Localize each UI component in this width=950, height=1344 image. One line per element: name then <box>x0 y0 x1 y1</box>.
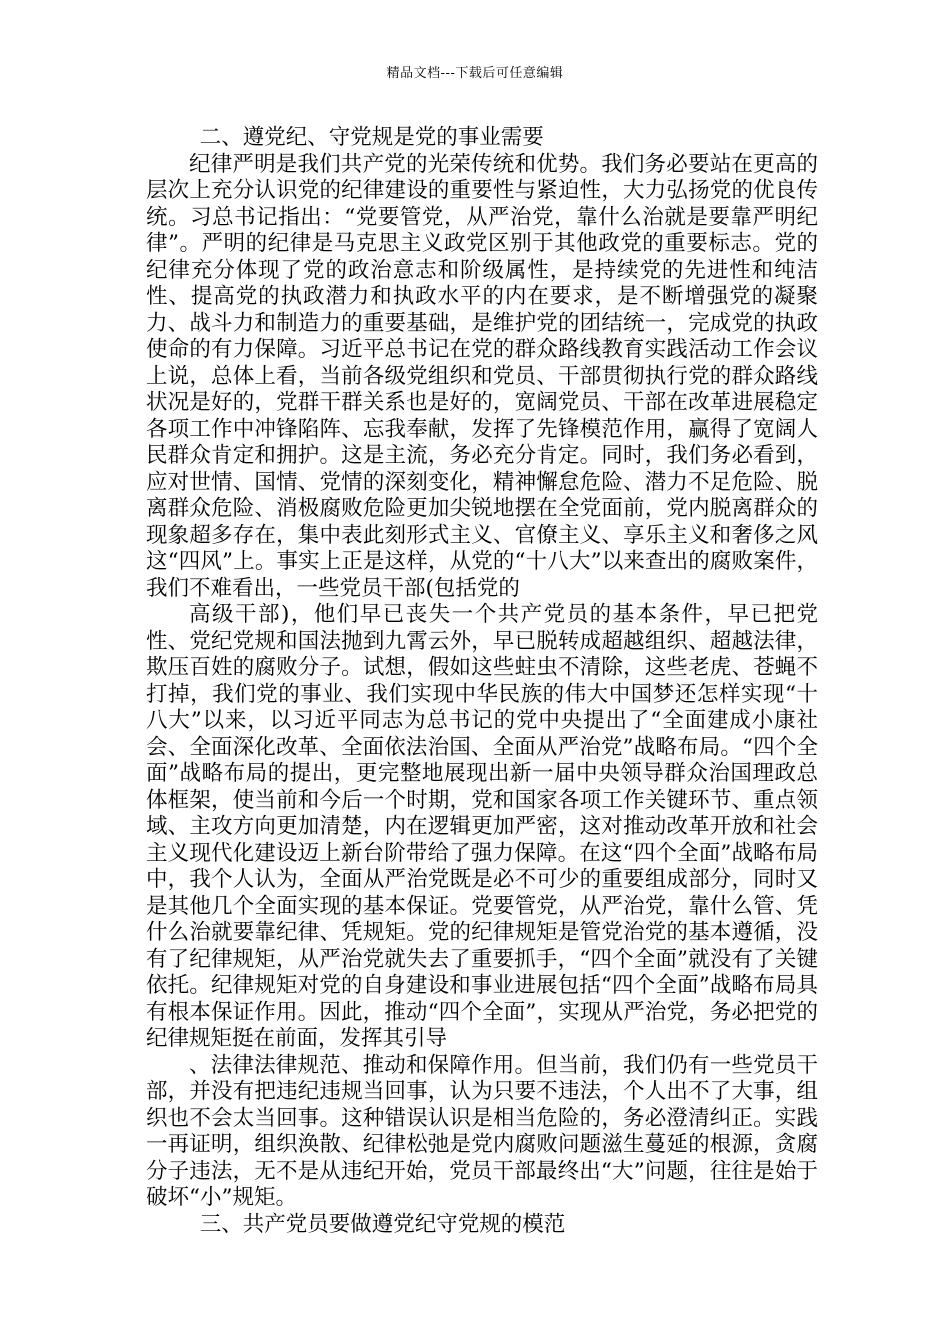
section-heading: 三、共产党员要做遵党纪守党规的模范 <box>199 1211 566 1237</box>
document-body <box>146 125 818 1238</box>
paragraph: 纪律严明是我们共产党的光荣传统和优势。我们务必要站在更高的层次上充分认识党的纪律建设的重要性与紧迫性，大力弘扬党的优良传统。习总书记指出：“党要管党，从严治党，靠什么治就是要靠严明纪律”。严明的纪律是马克思主义政党区别于其他政党的重要标志。党的纪律充分体现了党的政治意志和阶级属性，是持续党的先进性和纯洁性、提高党的执政潜力和执政水平的内在要求，是不断增强党的凝聚力、战斗力和制造力的重要基础，是维护党的团结统一，完成党的执政使命的有力保障。习近平总书记在党的群众路线教育实践活动工作会议上说，总体上看，当前各级党组织和党员、干部贯彻执行党的群众路线状况是好的，党群干群关系也是好的，宽阔党员、干部在改革进展稳定各项工作中冲锋陷阵、忘我奉献，发挥了先锋模范作用，赢得了宽阔人民群众肯定和拥护。这是主流，务必充分肯定。同时，我们务必看到，应对世情、国情、党情的深刻变化，精神懈怠危险、潜力不足危险、脱离群众危险、消极腐败危险更加尖锐地摆在全党面前，党内脱离群众的现象超多存在，集中表此刻形式主义、官僚主义、享乐主义和奢侈之风这“四风”上。事实上正是这样，从党的“十八大”以来查出的腐败案件，我们不难看出，一些党员干部(包括党的 <box>146 151 818 601</box>
paragraph: 、法律法律规范、推动和保障作用。但当前，我们仍有一些党员干部，并没有把违纪违规当回事，认为只要不违法，个人出不了大事，组织也不会太当回事。这种错误认识是相当危险的，务必澄清纠正。实践一再证明，组织涣散、纪律松弛是党内腐败问题滋生蔓延的根源，贪腐分子违法，无不是从违纪开始，党员干部最终出“大”问题，往往是始于破坏“小”规矩。 <box>146 1052 818 1210</box>
paragraph: 高级干部)，他们早已丧失一个共产党员的基本条件，早已把党性、党纪党规和国法抛到九霄云外，早已脱转成超越组织、超越法律，欺压百姓的腐败分子。试想，假如这些蛀虫不清除，这些老虎、苍蝇不打掉，我们党的事业、我们实现中华民族的伟大中国梦还怎样实现“十八大”以来，以习近平同志为总书记的党中央提出了“全面建成小康社会、全面深化改革、全面依法治国、全面从严治党”战略布局。“四个全面”战略布局的提出，更完整地展现出新一届中央领导群众治国理政总体框架，使当前和今后一个时期，党和国家各项工作关键环节、重点领域、主攻方向更加清楚，内在逻辑更加严密，这对推动改革开放和社会主义现代化建设迈上新台阶带给了强力保障。在这“四个全面”战略布局中，我个人认为，全面从严治党既是必不可少的重要组成部分，同时又是其他几个全面实现的基本保证。党要管党，从严治党，靠什么管、凭什么治就要靠纪律、凭规矩。党的纪律规矩是管党治党的基本遵循，没有了纪律规矩，从严治党就失去了重要抓手，“四个全面”就没有了关键依托。纪律规矩对党的自身建设和事业进展包括“四个全面”战略布局具有根本保证作用。因此，推动“四个全面”，实现从严治党，务必把党的纪律规矩挺在前面，发挥其引导 <box>146 602 818 1051</box>
section-heading: 二、遵党纪、守党规是党的事业需要 <box>199 125 544 150</box>
page-header: 精品文档---下载后可任意编辑 <box>386 66 564 81</box>
